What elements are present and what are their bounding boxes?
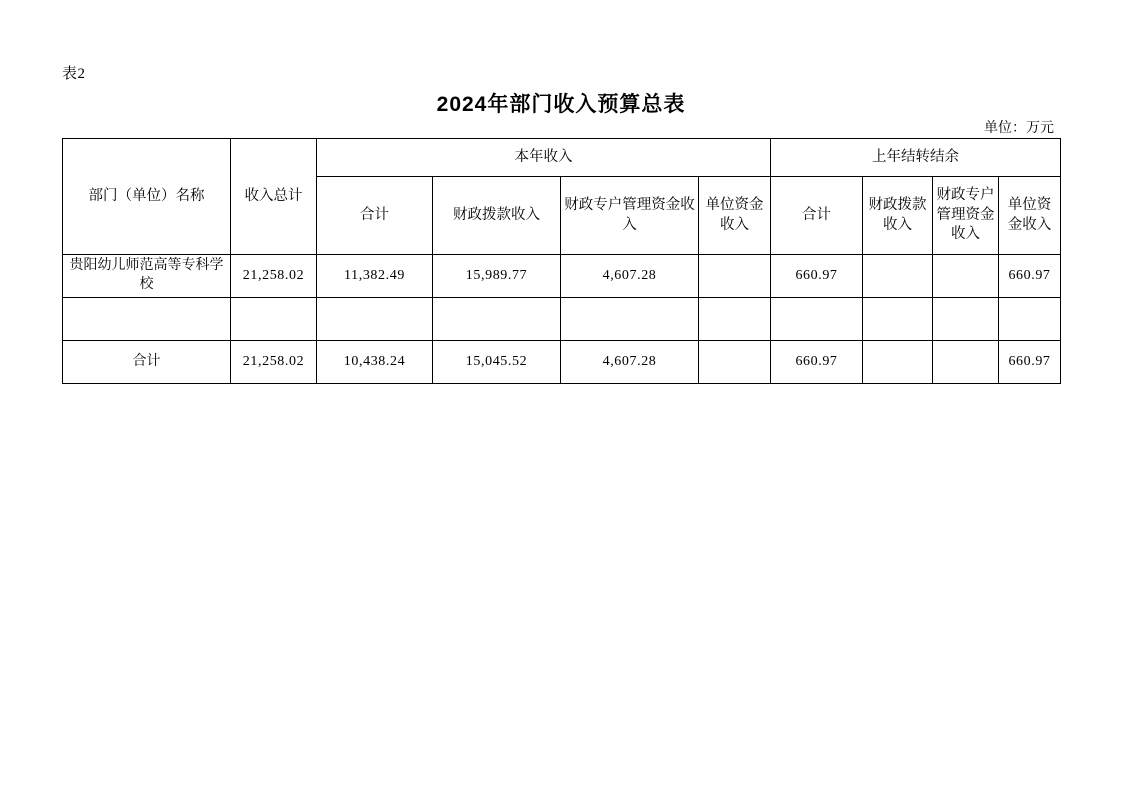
cell-name [63, 298, 231, 341]
cell-cy-fiscal: 15,045.52 [433, 341, 561, 384]
cell-total: 21,258.02 [231, 341, 317, 384]
cell-total: 21,258.02 [231, 255, 317, 298]
table-header-group-row [63, 139, 1061, 177]
table-row [63, 255, 1061, 298]
cell-cy-special-account [561, 298, 699, 341]
cell-cy-fiscal: 15,989.77 [433, 255, 561, 298]
cell-cy-total: 10,438.24 [317, 341, 433, 384]
table-label: 表2 [62, 66, 86, 82]
column-header-cy-fiscal: 财政拨款收入 [433, 177, 561, 255]
cell-co-total [771, 298, 863, 341]
cell-cy-total [317, 298, 433, 341]
cell-co-total: 660.97 [771, 341, 863, 384]
column-header-cy-special-account: 财政专户管理资金收入 [561, 177, 699, 255]
cell-co-unit-funds: 660.97 [999, 255, 1061, 298]
table-row [63, 298, 1061, 341]
column-group-carryover: 上年结转结余 [771, 139, 1061, 177]
cell-co-special-account [933, 341, 999, 384]
cell-cy-special-account: 4,607.28 [561, 341, 699, 384]
column-header-total: 收入总计 [231, 139, 317, 255]
column-header-co-special-account: 财政专户管理资金收入 [933, 177, 999, 255]
cell-co-special-account [933, 298, 999, 341]
page-title: 2024年部门收入预算总表 [436, 93, 686, 116]
column-header-cy-unit-funds: 单位资金收入 [699, 177, 771, 255]
cell-cy-unit-funds [699, 341, 771, 384]
budget-table [62, 138, 1061, 384]
cell-cy-unit-funds [699, 255, 771, 298]
column-header-name: 部门（单位）名称 [63, 139, 231, 255]
cell-cy-unit-funds [699, 298, 771, 341]
cell-co-special-account [933, 255, 999, 298]
column-group-current-year: 本年收入 [317, 139, 771, 177]
cell-name: 贵阳幼儿师范高等专科学校 [63, 255, 231, 298]
column-header-cy-total: 合计 [317, 177, 433, 255]
cell-cy-fiscal [433, 298, 561, 341]
table-total-row [63, 341, 1061, 384]
column-header-co-fiscal: 财政拨款收入 [863, 177, 933, 255]
unit-note: 单位：万元 [984, 121, 1054, 136]
column-header-co-unit-funds: 单位资金收入 [999, 177, 1061, 255]
cell-co-fiscal [863, 341, 933, 384]
cell-co-fiscal [863, 255, 933, 298]
cell-co-total: 660.97 [771, 255, 863, 298]
cell-total-label: 合计 [63, 341, 231, 384]
cell-total [231, 298, 317, 341]
cell-co-unit-funds: 660.97 [999, 341, 1061, 384]
cell-cy-total: 11,382.49 [317, 255, 433, 298]
column-header-co-total: 合计 [771, 177, 863, 255]
cell-co-unit-funds [999, 298, 1061, 341]
cell-cy-special-account: 4,607.28 [561, 255, 699, 298]
cell-co-fiscal [863, 298, 933, 341]
